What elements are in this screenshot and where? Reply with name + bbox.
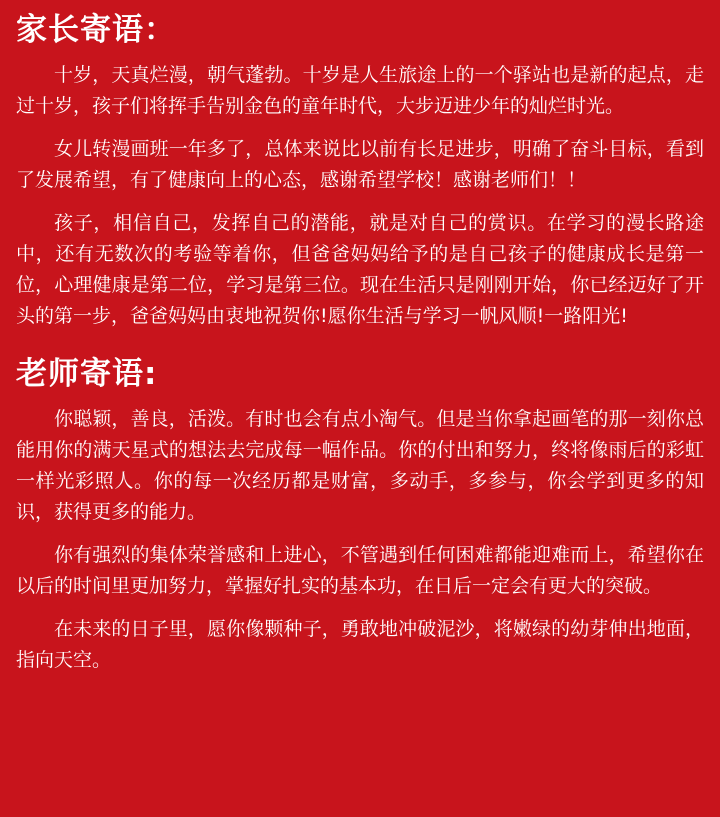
parent-message-paragraph: 十岁，天真烂漫，朝气蓬勃。十岁是人生旅途上的一个驿站也是新的起点，走过十岁，孩子们将挥手告别金色的童年时代，大步迈进少年的灿烂时光。 [16, 64, 704, 117]
teacher-message-paragraph: 你有强烈的集体荣誉感和上进心，不管遇到任何困难都能迎难而上，希望你在以后的时间里更加努力，掌握好扎实的基本功，在日后一定会有更大的突破。 [16, 544, 704, 597]
parent-message-title: 家长寄语： [16, 12, 176, 48]
teacher-message-paragraph: 在未来的日子里，愿你像颗种子，勇敢地冲破泥沙，将嫩绿的幼芽伸出地面，指向天空。 [16, 618, 704, 671]
parent-message-section [16, 12, 704, 332]
parent-message-paragraph: 孩子，相信自己，发挥自己的潜能，就是对自己的赏识。在学习的漫长路途中，还有无数次的考验等着你，但爸爸妈妈给予的是自己孩子的健康成长是第一位，心理健康是第二位，学习是第三位。现在生活只是刚刚开始，你已经迈好了开头的第一步，爸爸妈妈由衷地祝贺你!愿你生活与学习一帆风顺!一路阳光! [16, 212, 704, 327]
parent-message-paragraph: 女儿转漫画班一年多了，总体来说比以前有长足进步，明确了奋斗目标，看到了发展希望，有了健康向上的心态，感谢希望学校！感谢老师们！！ [16, 138, 704, 191]
teacher-message-title: 老师寄语: [16, 356, 158, 392]
teacher-message-paragraph: 你聪颖，善良，活泼。有时也会有点小淘气。但是当你拿起画笔的那一刻你总能用你的满天星式的想法去完成每一幅作品。你的付出和努力，终将像雨后的彩虹一样光彩照人。你的每一次经历都是财富，多动手，多参与，你会学到更多的知识，获得更多的能力。 [16, 408, 704, 523]
teacher-message-section [16, 356, 704, 676]
